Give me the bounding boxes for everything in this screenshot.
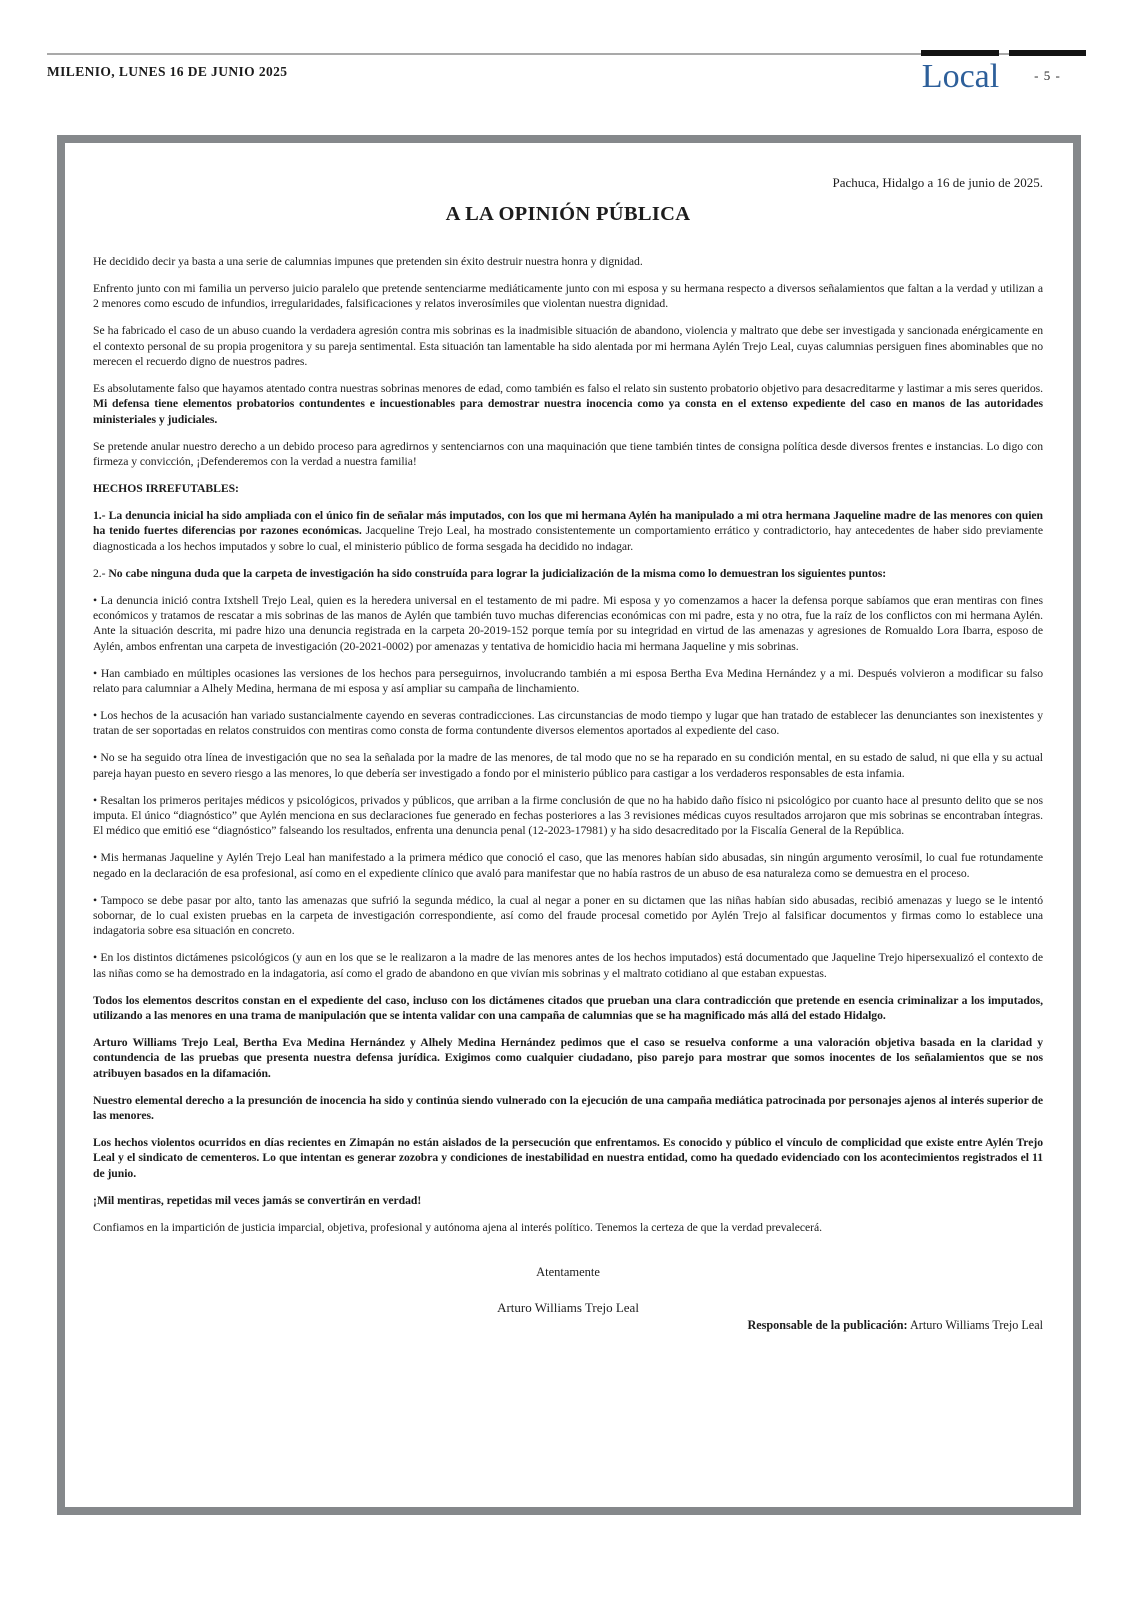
letter-paragraph [93, 666, 1043, 697]
text-run: No cabe ninguna duda que la carpeta de investigación ha sido construída para lograr la judicialización de la misma como lo demuestran los siguientes puntos: [108, 566, 887, 580]
letter-paragraph [93, 323, 1043, 369]
text-run: • Tampoco se debe pasar por alto, tanto las amenazas que sufrió la segunda médico, la cual al negar a poner en su dictamen que las niñas habían sido abusadas, recibió amenazas y luego se le intentó sobornar, de lo cual existen pruebas en la carpeta de investigación correspondiente, así como del fraude procesal cometido por Aylén Trejo al falsificar documentos y firmas como lo establece una indagatoria sobre esa situación en concreto. [93, 893, 1043, 938]
section-label: Local [921, 58, 1000, 95]
text-run: • Mis hermanas Jaqueline y Aylén Trejo Leal han manifestado a la primera médico que conoció el caso, que las menores habían sido abusadas, sin ningún argumento verosímil, lo cual fue rotundamente negado en la declaración de esa profesional, así como en el expediente clínico que avaló para manifestar que no había rastros de un abuso de esa naturaleza como se demuestra en el proceso. [93, 851, 1043, 880]
section-heading [93, 481, 1043, 496]
text-run: Arturo Williams Trejo Leal, Bertha Eva Medina Hernández y Alhely Medina Hernández pedimos que el caso se resuelva conforme a una valoración objetiva basada en la claridad y contundencia de las pruebas que presenta nuestra defensa jurídica. Exigimos como cualquier ciudadano, piso parejo para mostrar que somos inocentes de los señalamientos que se nos atribuyen basados en la difamación. [93, 1035, 1043, 1080]
letter-body [93, 254, 1043, 1235]
letter-paragraph [93, 993, 1043, 1024]
text-run: • Resaltan los primeros peritajes médicos y psicológicos, privados y públicos, que arriban a la firme conclusión de que no ha habido daño físico ni psicológico por cuanto hace al presunto delito que se nos imputa. El único “diagnóstico” que Aylén menciona en sus declaraciones fue generado en fechas posteriores a las 3 revisiones médicas cuyos resultados arrojaron que mis sobrinas se encontraban íntegras. El médico que emitió ese “diagnóstico” falseando los resultados, enfrenta una denuncia penal (12-2023-17981) y ha sido desacreditado por la Fiscalía General de la República. [93, 793, 1043, 838]
letter-paragraph [93, 893, 1043, 939]
letter-paragraph [93, 1193, 1043, 1208]
text-run: • Los hechos de la acusación han variado sustancialmente cayendo en severas contradicciones. Las circunstancias de modo tiempo y lugar que han tratado de establecer las denunciantes son inexistentes y tratan de ser soportadas en relatos construidos con mentiras como consta de forma contundente diversos elementos aportados al expediente del caso. [93, 708, 1043, 738]
text-run: Jacqueline Trejo Leal, ha mostrado consistentemente un comportamiento errático y contradictorio, hay antecedentes de haber sido previamente diagnosticada a los hechos imputados y sobre lo cual, el ministerio público de forma sesgada ha decidido no indagar. [93, 524, 1043, 553]
letter-paragraph [93, 254, 1043, 269]
text-run: Es absolutamente falso que hayamos atentado contra nuestras sobrinas menores de edad, como también es falso el relato sin sustento probatorio objetivo para desacreditarme y lastimar a mis seres queridos. [93, 381, 1043, 395]
letter-paragraph [93, 1220, 1043, 1235]
letter-paragraph [93, 708, 1043, 739]
text-run: 1.- La denuncia inicial ha sido ampliada con el único fin de señalar más imputados, con los que mi hermana Aylén ha manipulado a mi otra hermana Jaqueline madre de las menores con quien ha tenido fuertes diferencias por razones económicas. [93, 508, 1043, 538]
text-run: Confiamos en la impartición de justicia imparcial, objetiva, profesional y autónoma ajena al interés político. Tenemos la certeza de que la verdad prevalecerá. [93, 1220, 822, 1234]
letter-paragraph [93, 793, 1043, 839]
valediction: Atentamente [536, 1265, 600, 1279]
letter-paragraph [93, 950, 1043, 981]
letter-paragraph [93, 508, 1043, 554]
text-run: Se pretende anular nuestro derecho a un debido proceso para agredirnos y sentenciarnos con una maquinación que tiene también tintes de consigna política desde diversos frentes e instancias. Lo digo con firmeza y convicción, ¡Defenderemos con la verdad a nuestra familia! [93, 439, 1043, 469]
letter-paragraph [93, 1093, 1043, 1124]
letter-paragraph [93, 381, 1043, 427]
dateline: Pachuca, Hidalgo a 16 de junio de 2025. [832, 175, 1043, 190]
text-run: Enfrento junto con mi familia un perverso juicio paralelo que pretende sentenciarme mediáticamente junto con mi esposa y su hermana respecto a diversos señalamientos que faltan a la verdad y utilizan a 2 menores como escudo de infundios, irregularidades, falsificaciones y relatos inverosímiles que violentan nuestra dignidad. [93, 281, 1043, 311]
signatory-name: Arturo Williams Trejo Leal [497, 1300, 639, 1315]
page-header [0, 0, 1137, 120]
text-run: Se ha fabricado el caso de un abuso cuando la verdadera agresión contra mis sobrinas es la inadmisible situación de abandono, violencia y maltrato que debe ser investigada y sancionada enérgicamente en el contexto personal de su propia progenitora y su pareja sentimental. Esta situación tan lamentable ha sido alentada por mi hermana Aylén Trejo Leal, cuyas calumnias persiguen fines abominables que no merecen el recuerdo digno de nuestros padres. [93, 324, 1043, 369]
letter-inner [65, 143, 1073, 1375]
header-accent-bar-right [1009, 50, 1086, 56]
page-number: - 5 - [1034, 68, 1061, 83]
header-accent-bar-left [921, 50, 999, 56]
letter-paragraph [93, 750, 1043, 781]
letter-paragraph [93, 439, 1043, 470]
letter-paragraph [93, 593, 1043, 655]
text-run: Todos los elementos descritos constan en el expediente del caso, incluso con los dictámenes citados que prueban una clara contradicción que pretende en esencia criminalizar a los imputados, utilizando a las menores en una trama de manipulación que se intenta validar con una campaña de calumnias que se ha magnificado más allá del estado Hidalgo. [93, 993, 1043, 1023]
text-run: Mi defensa tiene elementos probatorios contundentes e incuestionables para demostrar nuestra inocencia como ya consta en el extenso expediente del caso en manos de las autoridades ministeriales y judiciales. [93, 397, 1043, 426]
text-run: HECHOS IRREFUTABLES: [93, 481, 239, 495]
masthead-date: MILENIO, LUNES 16 DE JUNIO 2025 [47, 64, 288, 79]
responsible-name: Arturo Williams Trejo Leal [907, 1318, 1043, 1332]
public-statement-box [57, 135, 1081, 1515]
letter-paragraph [93, 281, 1043, 312]
text-run: • En los distintos dictámenes psicológicos (y aun en los que se le realizaron a la madre de las menores antes de los hechos imputados) está documentado que Jaqueline Trejo hipersexualizó el contexto de las niñas como se ha demostrado en la indagatoria, así como el grado de abandono en que vivían mis sobrinas y el maltrato cotidiano al que estaban expuestas. [93, 951, 1043, 980]
letter-paragraph [93, 850, 1043, 881]
letter-paragraph [93, 1035, 1043, 1081]
publication-responsible [93, 1318, 1043, 1333]
text-run: He decidido decir ya basta a una serie de calumnias impunes que pretenden sin éxito destruir nuestra honra y dignidad. [93, 255, 643, 268]
text-run: • La denuncia inició contra Ixtshell Trejo Leal, quien es la heredera universal en el testamento de mi padre. Mi esposa y yo comenzamos a hacer la defensa porque sabíamos que eran mentiras con fines económicos y tratamos de rescatar a mis sobrinas de las manos de Aylén que también tuvo muchas diferencias económicas con mi padre, esta y no otra, fue la raíz de los conflictos con mi hermana Aylén. Ante la situación descrita, mi padre hizo una denuncia registrada en la carpeta 20-2019-152 porque temía por su integridad en virtud de las amenazas y agresiones de Romualdo Lora Ibarra, esposo de Aylén, ambos enfrentan una carpeta de investigación (20-2021-0002) por amenazas y tentativa de homicidio hacia mi hermana Jaqueline y mis sobrinas. [93, 593, 1043, 653]
text-run: 2.- [93, 566, 109, 580]
letter-title: A LA OPINIÓN PÚBLICA [445, 203, 691, 225]
text-run: • No se ha seguido otra línea de investigación que no sea la señalada por la madre de las menores, de tal modo que no se ha reparado en su condición mental, en su estado de salud, ni que ella y su actual pareja hayan puesto en severo riesgo a las menores, lo que debería ser investigado a fondo por el ministerio público para castigar a los verdaderos responsables de esta infamia. [93, 751, 1043, 780]
text-run: Los hechos violentos ocurridos en días recientes en Zimapán no están aislados de la persecución que enfrentamos. Es conocido y público el vínculo de complicidad que existe entre Aylén Trejo Leal y el sindicato de cementeros. Lo que intentan es generar zozobra y condiciones de inestabilidad en nuestra entidad, como ha quedado evidenciado con los acontecimientos registrados el 11 de junio. [93, 1135, 1043, 1180]
text-run: ¡Mil mentiras, repetidas mil veces jamás se convertirán en verdad! [93, 1193, 422, 1207]
letter-paragraph [93, 566, 1043, 581]
letter-paragraph [93, 1135, 1043, 1181]
responsible-label: Responsable de la publicación: [747, 1318, 908, 1332]
text-run: • Han cambiado en múltiples ocasiones las versiones de los hechos para perseguirnos, involucrando también a mi esposa Bertha Eva Medina Hernández y a mi. Después volvieron a modificar su falso relato para calumniar a Alhely Medina, hermana de mi esposa y así ampliar su campaña de linchamiento. [93, 666, 1043, 696]
text-run: Nuestro elemental derecho a la presunción de inocencia ha sido y continúa siendo vulnerado con la ejecución de una campaña mediática patrocinada por personajes ajenos al interés superior de las menores. [93, 1093, 1043, 1123]
